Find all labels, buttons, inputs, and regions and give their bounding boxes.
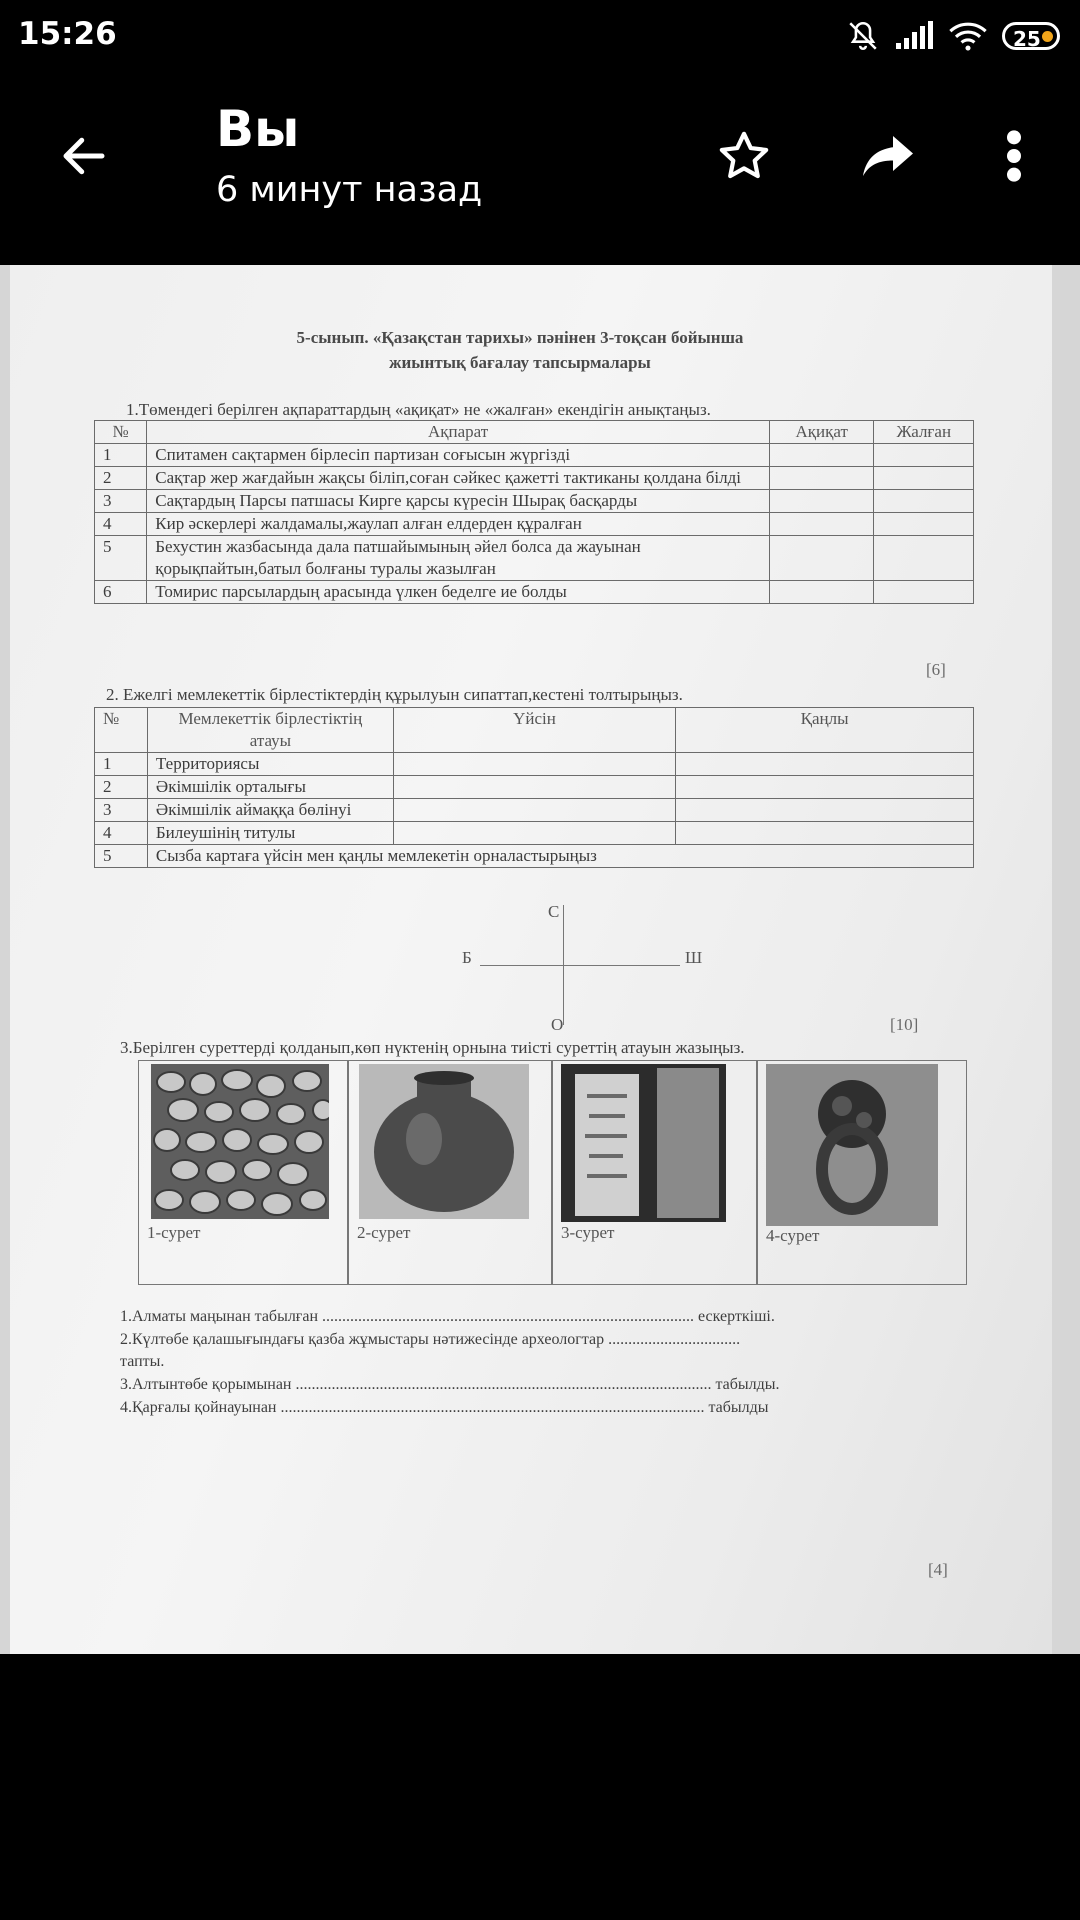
false-cell [874, 581, 974, 604]
status-icons [846, 14, 1060, 58]
compass-south: О [551, 1015, 564, 1034]
bell-off-icon [846, 19, 880, 53]
fill-line-1: 1.Алматы маңынан табылған ............................................................................................. ескерткіші. [120, 1308, 775, 1325]
table-row [95, 513, 974, 536]
q2-heading: 2. Ежелгі мемлекеттік бірлестіктердің құрылуын сипаттап,кестені толтырыңыз. [106, 685, 683, 704]
ring-photo [766, 1064, 938, 1226]
row-number: 1 [95, 444, 147, 467]
kangly-cell [676, 799, 974, 822]
row-text: Территориясы [147, 753, 393, 776]
more-vert-icon [1004, 128, 1024, 184]
true-cell [769, 490, 874, 513]
row-text: Томирис парсылардың арасында үлкен беделге ие болды [147, 581, 770, 604]
table-row [95, 753, 974, 776]
pebbles-photo [151, 1064, 329, 1219]
row-text: Сызба картаға үйсін мен қаңлы мемлекетін орналастырыңыз [147, 845, 973, 868]
row-number: 1 [95, 753, 148, 776]
title-line-1: 5-сынып. «Қазақстан тарихы» пәнінен 3-тоқсан бойынша [296, 328, 744, 347]
row-number: 2 [95, 467, 147, 490]
fill-line-4: 4.Қарғалы қойнауынан .......................................................................................................... табылды [120, 1399, 769, 1416]
row-number: 2 [95, 776, 148, 799]
row-number: 3 [95, 799, 148, 822]
row-text: Спитамен сақтармен бірлесіп партизан соғысын жүргізді [147, 444, 770, 467]
q2-table [94, 707, 974, 868]
row-number: 5 [95, 845, 148, 868]
image-cell-1 [138, 1060, 348, 1285]
battery-indicator [1002, 22, 1060, 50]
q1-header-info: Ақпарат [147, 421, 770, 444]
stone-tablet-photo [561, 1064, 726, 1222]
more-options-button[interactable] [974, 116, 1054, 196]
photo-viewer[interactable] [0, 265, 1080, 1654]
paper-sheet [10, 265, 1052, 1654]
star-button[interactable] [704, 116, 784, 196]
q2-header-kangly: Қаңлы [676, 708, 974, 753]
usun-cell [393, 776, 675, 799]
row-text: Әкімшілік орталығы [147, 776, 393, 799]
q2-header-usun: Үйсін [393, 708, 675, 753]
true-cell [769, 581, 874, 604]
false-cell [874, 467, 974, 490]
q1-header-true: Ақиқат [769, 421, 874, 444]
page-subtitle: 6 минут назад [216, 170, 483, 210]
share-button[interactable] [848, 116, 928, 196]
row-text: Билеушінің титулы [147, 822, 393, 845]
table-row [95, 490, 974, 513]
false-cell [874, 536, 974, 581]
wifi-icon [948, 20, 988, 52]
share-icon [858, 130, 918, 182]
true-cell [769, 467, 874, 490]
caption-2: 2-сурет [357, 1223, 411, 1242]
table-row [95, 581, 974, 604]
back-button[interactable] [44, 116, 124, 196]
row-text: Бехустин жазбасында дала патшайымының әйел болса да жауынан қорықпайтын,батыл болғаны туралы жазылған [147, 536, 770, 581]
false-cell [874, 513, 974, 536]
kangly-cell [676, 753, 974, 776]
table-row [95, 467, 974, 490]
compass-west: Б [462, 948, 472, 967]
battery-level: 25 [1013, 27, 1041, 51]
image-cell-3 [552, 1060, 757, 1285]
fill-line-3: 3.Алтынтөбе қорымынан ........................................................................................................ табылды. [120, 1376, 780, 1393]
fill-line-2: 2.Күлтөбе қалашығындағы қазба жұмыстары нәтижесінде археологтар ................................. [120, 1331, 741, 1348]
star-icon [716, 128, 772, 184]
row-text: Сақтар жер жағдайын жақсы біліп,соған сәйкес қажетті тактиканы қолдана білді [147, 467, 770, 490]
usun-cell [393, 753, 675, 776]
pot-photo [359, 1064, 529, 1219]
false-cell [874, 490, 974, 513]
image-cell-2 [348, 1060, 552, 1285]
usun-cell [393, 799, 675, 822]
row-number: 4 [95, 822, 148, 845]
compass-east: Ш [685, 948, 703, 967]
page-title: Вы [216, 100, 300, 158]
caption-1: 1-сурет [147, 1223, 201, 1242]
status-time: 15:26 [18, 16, 117, 52]
true-cell [769, 444, 874, 467]
row-text: Әкімшілік аймаққа бөлінуі [147, 799, 393, 822]
q2-header-name: Мемлекеттік бірлестіктің атауы [147, 708, 393, 753]
status-bar [0, 0, 1080, 72]
row-number: 6 [95, 581, 147, 604]
table-row [95, 776, 974, 799]
back-arrow-icon [57, 129, 111, 183]
row-text: Кир әскерлері жалдамалы,жаулап алған елдерден құралған [147, 513, 770, 536]
row-number: 3 [95, 490, 147, 513]
document [10, 265, 1052, 1654]
table-row [95, 536, 974, 581]
q1-header-false: Жалған [874, 421, 974, 444]
q2-header-num: № [95, 708, 148, 753]
q1-table [94, 420, 974, 604]
q1-score: [6] [926, 660, 946, 679]
q3-heading: 3.Берілген суреттерді қолданып,көп нүктенің орнына тиісті суреттің атауын жазыңыз. [120, 1038, 745, 1057]
row-text: Сақтардың Парсы патшасы Кирге қарсы күресін Шырақ басқарды [147, 490, 770, 513]
table-row [95, 845, 974, 868]
false-cell [874, 444, 974, 467]
document-title [130, 325, 910, 375]
q1-header-num: № [95, 421, 147, 444]
q1-heading: 1.Төмендегі берілген ақпараттардың «ақиқат» не «жалған» екендігін анықтаңыз. [126, 400, 711, 419]
image-cell-4 [757, 1060, 967, 1285]
true-cell [769, 536, 874, 581]
compass-north: С [548, 902, 560, 921]
compass-horizontal-line [480, 965, 680, 966]
row-number: 4 [95, 513, 147, 536]
usun-cell [393, 822, 675, 845]
q3-score: [4] [928, 1560, 948, 1579]
table-row [95, 822, 974, 845]
table-row [95, 444, 974, 467]
kangly-cell [676, 776, 974, 799]
title-line-2: жиынтық бағалау тапсырмалары [389, 353, 651, 372]
q2-score: [10] [890, 1015, 919, 1034]
true-cell [769, 513, 874, 536]
row-number: 5 [95, 536, 147, 581]
caption-3: 3-сурет [561, 1223, 615, 1242]
kangly-cell [676, 822, 974, 845]
signal-icon [894, 21, 934, 51]
battery-dot [1042, 31, 1053, 42]
fill-line-2-cont: тапты. [120, 1353, 165, 1370]
caption-4: 4-сурет [766, 1226, 820, 1245]
table-row [95, 799, 974, 822]
